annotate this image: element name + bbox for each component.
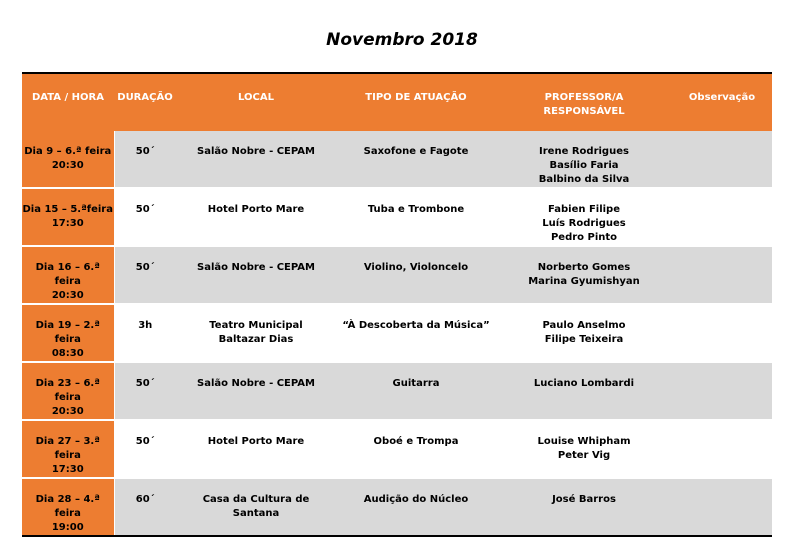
location-line: Salão Nobre - CEPAM (197, 262, 315, 273)
location-line: Baltazar Dias (218, 334, 294, 345)
teacher-name: Norberto Gomes (537, 262, 631, 273)
table-row (22, 362, 772, 420)
cell-type (336, 420, 496, 478)
cell-date (22, 131, 114, 188)
performance-type: Tuba e Trombone (367, 204, 465, 215)
performance-type: “À Descoberta da Música” (342, 320, 490, 331)
table-body (22, 131, 772, 536)
time-label: 17:30 (51, 464, 84, 475)
time-label: 08:30 (51, 348, 84, 359)
duration-value: 50´ (135, 204, 155, 215)
cell-type (336, 131, 496, 188)
cell-location (176, 478, 336, 536)
table-row (22, 246, 772, 304)
date-label: Dia 19 – 2.ª feira (35, 320, 100, 345)
location-line: Hotel Porto Mare (207, 436, 305, 447)
teacher-name: Marina Gyumishyan (528, 276, 640, 287)
cell-duration (114, 304, 176, 362)
table-row (22, 478, 772, 536)
teacher-name: Balbino da Silva (538, 174, 630, 185)
cell-location (176, 420, 336, 478)
teacher-name: Luciano Lombardi (533, 378, 635, 389)
teacher-name: Peter Vig (557, 450, 611, 461)
cell-teachers (496, 420, 672, 478)
schedule-table (22, 72, 772, 537)
performance-type: Saxofone e Fagote (363, 146, 469, 157)
cell-notes (672, 420, 772, 478)
cell-notes (672, 188, 772, 246)
table-row (22, 131, 772, 188)
location-line: Casa da Cultura de (202, 494, 310, 505)
header-duration: DURAÇÃO (114, 73, 176, 131)
cell-duration (114, 362, 176, 420)
teacher-name: Fabien Filipe (547, 204, 621, 215)
teacher-name: Louise Whipham (537, 436, 631, 447)
cell-duration (114, 246, 176, 304)
duration-value: 3h (138, 320, 153, 331)
teacher-name: Irene Rodrigues (539, 146, 629, 157)
time-label: 20:30 (51, 406, 84, 417)
cell-teachers (496, 362, 672, 420)
teacher-name: Basílio Faria (549, 160, 619, 171)
table-row (22, 188, 772, 246)
duration-value: 60´ (135, 494, 155, 505)
cell-date (22, 246, 114, 304)
cell-location (176, 131, 336, 188)
cell-type (336, 362, 496, 420)
cell-date (22, 304, 114, 362)
date-label: Dia 27 – 3.ª feira (35, 436, 100, 461)
cell-date (22, 420, 114, 478)
date-label: Dia 16 – 6.ª feira (35, 262, 100, 287)
performance-type: Audição do Núcleo (363, 494, 469, 505)
date-label: Dia 9 – 6.ª feira (24, 146, 112, 157)
cell-date (22, 362, 114, 420)
cell-type (336, 188, 496, 246)
duration-value: 50´ (135, 436, 155, 447)
location-line: Hotel Porto Mare (207, 204, 305, 215)
header-date: DATA / HORA (22, 73, 114, 131)
time-label: 17:30 (51, 218, 84, 229)
header-type: TIPO DE ATUAÇÃO (336, 73, 496, 131)
time-label: 20:30 (51, 290, 84, 301)
location-line: Santana (232, 508, 280, 519)
location-line: Salão Nobre - CEPAM (197, 146, 315, 157)
teacher-name: Paulo Anselmo (542, 320, 626, 331)
cell-duration (114, 188, 176, 246)
cell-type (336, 246, 496, 304)
cell-date (22, 478, 114, 536)
cell-location (176, 304, 336, 362)
cell-teachers (496, 304, 672, 362)
cell-location (176, 188, 336, 246)
date-label: Dia 15 – 5.ªfeira (22, 204, 113, 215)
cell-teachers (496, 188, 672, 246)
duration-value: 50´ (135, 146, 155, 157)
cell-location (176, 362, 336, 420)
performance-type: Guitarra (392, 378, 440, 389)
performance-type: Violino, Violoncelo (363, 262, 469, 273)
header-teacher (496, 73, 672, 131)
header-teacher-line-2: RESPONSÁVEL (543, 106, 625, 117)
time-label: 20:30 (51, 160, 84, 171)
cell-teachers (496, 131, 672, 188)
duration-value: 50´ (135, 262, 155, 273)
cell-teachers (496, 246, 672, 304)
location-line: Salão Nobre - CEPAM (197, 378, 315, 389)
cell-notes (672, 304, 772, 362)
cell-type (336, 478, 496, 536)
table-row (22, 420, 772, 478)
performance-type: Oboé e Trompa (373, 436, 459, 447)
header-notes: Observação (672, 73, 772, 131)
teacher-name: Luís Rodrigues (542, 218, 626, 229)
teacher-name: José Barros (552, 494, 616, 505)
duration-value: 50´ (135, 378, 155, 389)
cell-duration (114, 131, 176, 188)
date-label: Dia 28 – 4.ª feira (35, 494, 100, 519)
header-location: LOCAL (176, 73, 336, 131)
cell-duration (114, 420, 176, 478)
cell-notes (672, 478, 772, 536)
location-line: Teatro Municipal (209, 320, 303, 331)
cell-notes (672, 362, 772, 420)
header-teacher-line-1: PROFESSOR/A (544, 92, 624, 103)
cell-duration (114, 478, 176, 536)
cell-date (22, 188, 114, 246)
cell-type (336, 304, 496, 362)
time-label: 19:00 (51, 522, 84, 533)
cell-teachers (496, 478, 672, 536)
table-row (22, 304, 772, 362)
cell-location (176, 246, 336, 304)
page-title: Novembro 2018 (326, 30, 478, 50)
teacher-name: Filipe Teixeira (544, 334, 624, 345)
cell-notes (672, 246, 772, 304)
date-label: Dia 23 – 6.ª feira (35, 378, 100, 403)
table-header-row (22, 73, 772, 131)
teacher-name: Pedro Pinto (550, 232, 618, 243)
cell-notes (672, 131, 772, 188)
